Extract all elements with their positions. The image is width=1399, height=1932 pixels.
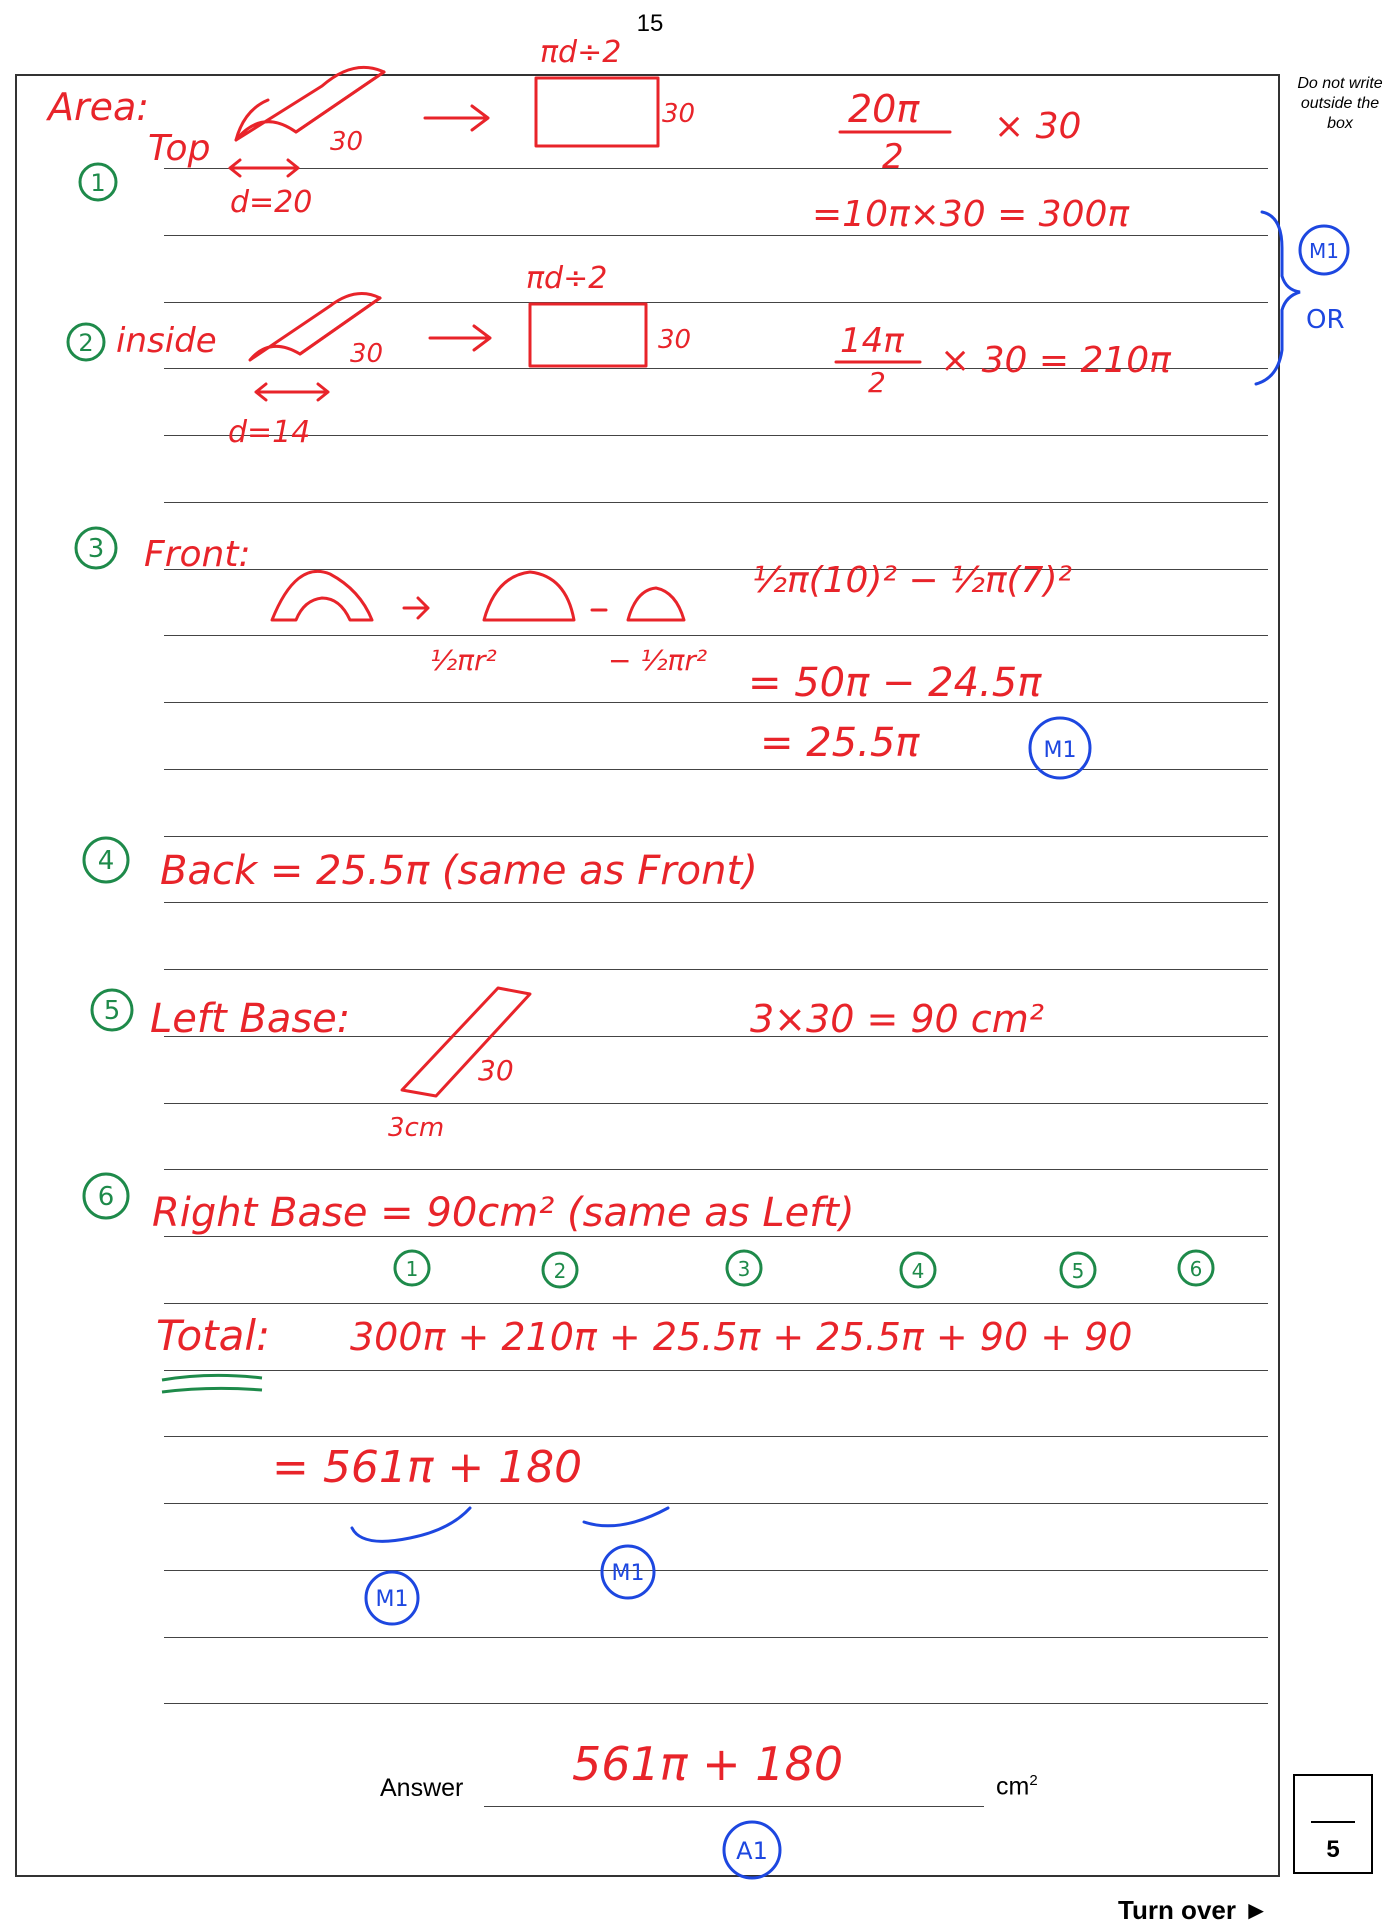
- top-fraction-numerator: 20π: [848, 87, 920, 131]
- turn-over-label: Turn over ►: [1118, 1895, 1269, 1925]
- inside-net-width-label: πd÷2: [526, 261, 608, 296]
- m1-mark-180: M1: [611, 1561, 645, 1586]
- front-label: Front:: [144, 534, 251, 575]
- final-answer: 561π + 180: [572, 1737, 844, 1791]
- top-times-30: × 30: [994, 106, 1082, 147]
- top-net-height-label: 30: [662, 99, 696, 129]
- top-length-label: 30: [330, 127, 364, 157]
- inside-fraction-denominator: 2: [868, 366, 886, 399]
- inside-diameter-label: d=14: [228, 415, 311, 450]
- top-fraction-denominator: 2: [882, 137, 904, 177]
- term-number-2: 2: [553, 1259, 567, 1283]
- minus-half-pi-r2-label: − ½πr²: [608, 644, 708, 677]
- left-base-calculation: 3×30 = 90 cm²: [750, 997, 1044, 1041]
- top-net-width-label: πd÷2: [540, 35, 622, 70]
- front-line-2: = 25.5π: [760, 720, 920, 766]
- total-underline: [162, 1375, 262, 1392]
- step-number-2: 2: [78, 329, 94, 357]
- step-number-3: 3: [87, 534, 105, 564]
- arrow-icon: [425, 106, 488, 130]
- inside-label: inside: [116, 321, 217, 361]
- unit-exponent: 2: [1029, 1772, 1038, 1789]
- mark-total: 5: [1326, 1836, 1340, 1863]
- brace-under-180: [584, 1508, 668, 1526]
- term-number-3: 3: [737, 1257, 751, 1281]
- answer-label: Answer: [380, 1774, 464, 1802]
- left-base-length-label: 30: [478, 1054, 514, 1087]
- term-number-5: 5: [1071, 1259, 1085, 1283]
- unit-text: cm: [996, 1772, 1030, 1801]
- back-line: Back = 25.5π (same as Front): [160, 848, 758, 894]
- step-number-4: 4: [97, 846, 115, 876]
- inside-fraction-numerator: 14π: [840, 321, 904, 361]
- inside-length-label: 30: [350, 339, 384, 369]
- or-brace: [1256, 212, 1300, 384]
- total-expression: 300π + 210π + 25.5π + 25.5π + 90 + 90: [350, 1315, 1133, 1359]
- step-number-6: 6: [97, 1182, 115, 1212]
- arrow-icon: [404, 598, 428, 618]
- term-number-4: 4: [911, 1259, 925, 1283]
- or-label: OR: [1306, 305, 1345, 335]
- m1-mark-top: M1: [1309, 239, 1339, 263]
- inside-result: × 30 = 210π: [940, 340, 1171, 381]
- front-formula: ½π(10)² − ½π(7)²: [752, 560, 1072, 601]
- diameter-arrow-inside: [256, 384, 328, 400]
- page-number: 15: [636, 10, 664, 37]
- step-number-5: 5: [103, 996, 121, 1026]
- top-diameter-label: d=20: [230, 185, 313, 220]
- small-semicircle-icon: [628, 588, 684, 620]
- half-pi-r2-label: ½πr²: [430, 644, 497, 677]
- m1-mark-561pi: M1: [375, 1587, 409, 1612]
- arch-shape-icon: [272, 571, 372, 620]
- a1-mark: A1: [736, 1837, 768, 1865]
- large-semicircle-icon: [484, 572, 574, 620]
- m1-mark-front: M1: [1043, 738, 1077, 763]
- front-line-1: = 50π − 24.5π: [748, 660, 1042, 706]
- right-base-line: Right Base = 90cm² (same as Left): [152, 1190, 855, 1236]
- top-label: Top: [148, 128, 211, 169]
- area-heading: Area:: [48, 85, 150, 129]
- margin-note: Do not write outside the box: [1297, 75, 1383, 132]
- term-number-6: 6: [1189, 1257, 1203, 1281]
- inside-net-height-label: 30: [658, 325, 692, 355]
- inside-net-rectangle: [530, 304, 646, 366]
- top-net-rectangle: [536, 78, 658, 146]
- left-base-width-label: 3cm: [388, 1113, 445, 1143]
- step-number-1: 1: [90, 169, 106, 197]
- left-base-label: Left Base:: [150, 996, 351, 1042]
- term-number-1: 1: [405, 1257, 419, 1281]
- diameter-arrow-top: [230, 160, 298, 176]
- total-result: = 561π + 180: [272, 1442, 583, 1493]
- arrow-icon: [430, 326, 490, 350]
- brace-under-561pi: [352, 1508, 470, 1541]
- top-result-line: =10π×30 = 300π: [812, 194, 1130, 235]
- total-label: Total:: [156, 1311, 271, 1360]
